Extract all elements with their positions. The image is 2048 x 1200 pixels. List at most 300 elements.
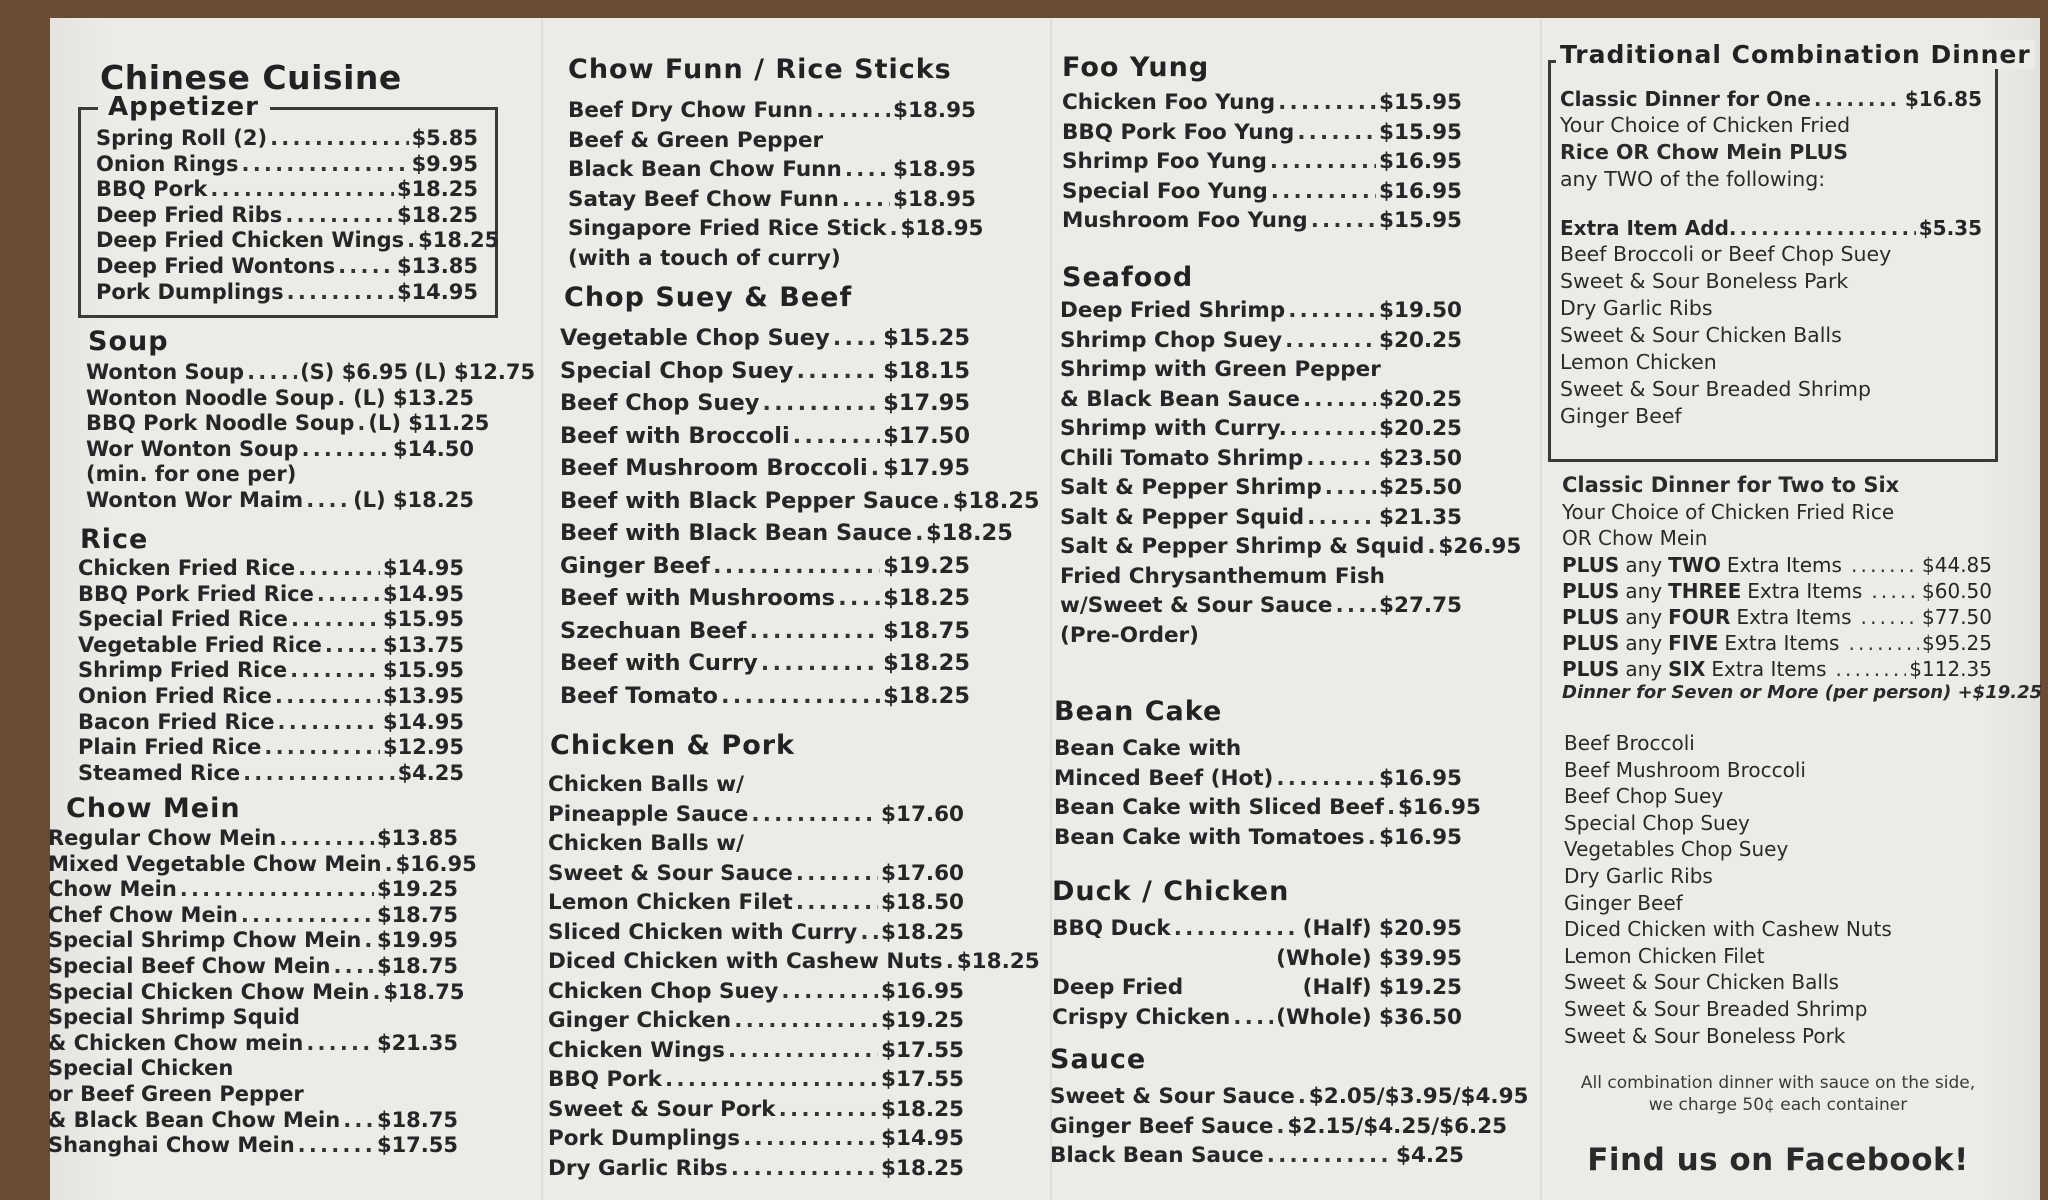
menu-item-price: $18.50: [881, 890, 964, 915]
menu-item-name: Dry Garlic Ribs: [548, 1155, 728, 1181]
menu-item-name: Pork Dumplings: [548, 1126, 741, 1151]
menu-item-row: [1060, 414, 1462, 444]
menu-item-name: Chef Chow Mein: [48, 902, 238, 927]
menu-item-price: $19.25: [883, 552, 970, 579]
any-label: any: [1625, 552, 1663, 577]
extra-item-row: Extra Item Add. ..... $5.35: [1560, 215, 1982, 241]
menu-item-price: (Whole) $36.50: [1276, 1004, 1462, 1030]
menu-item-row: [568, 185, 976, 215]
menu-item-price: (L) $18.25: [353, 487, 474, 512]
menu-item-price: (L) $11.25: [368, 411, 490, 436]
menu-item-price: $16.95: [1379, 824, 1462, 850]
menu-item-price: $16.95: [881, 978, 964, 1004]
combination-item: Sweet & Sour Breaded Shrimp: [1564, 996, 1868, 1021]
menu-item-row: [86, 411, 490, 437]
menu-item-price: $15.25: [883, 325, 970, 351]
menu-item-row: [1050, 1112, 1508, 1142]
menu-item-row: [78, 582, 464, 608]
count-label: SIX: [1668, 656, 1706, 681]
menu-item-row: [78, 658, 464, 684]
combination-item: Sweet & Sour Chicken Balls: [1564, 970, 1839, 995]
menu-item-row: [48, 928, 458, 954]
menu-item-price: $15.95: [1379, 208, 1462, 233]
menu-item-name: Satay Beef Chow Funn: [568, 186, 839, 212]
menu-item-name: Chow Mein: [48, 877, 177, 902]
menu-item-price: $18.75: [376, 1107, 458, 1132]
classic-one-desc: any TWO of the following:: [1560, 167, 1826, 191]
menu-item-row: [548, 1065, 964, 1095]
menu-item-name: (Pre-Order): [1060, 622, 1199, 648]
classic-one-row: Classic Dinner for One ..... $16.85: [1560, 86, 1982, 112]
menu-item-price: $18.25: [926, 520, 1013, 546]
menu-item-row: [96, 126, 478, 152]
menu-item-name: & Black Bean Chow Mein: [48, 1107, 341, 1132]
menu-item-name: BBQ Pork: [548, 1067, 662, 1092]
menu-item-price: $18.25: [396, 177, 478, 202]
menu-item-name: Deep Fried Ribs: [96, 202, 283, 227]
menu-item-name: Szechuan Beef: [560, 617, 747, 644]
menu-item-name: Lemon Chicken Filet: [548, 890, 793, 915]
chopsuey-heading: Chop Suey & Beef: [564, 282, 853, 313]
menu-item-name: BBQ Duck: [1052, 916, 1171, 941]
menu-item-name: Sweet & Sour Pork: [548, 1096, 776, 1122]
menu-item-name: Shrimp Foo Yung: [1062, 149, 1267, 174]
menu-item-name: Singapore Fried Rice Stick: [568, 216, 887, 241]
menu-item-name: BBQ Pork Noodle Soup: [86, 411, 355, 436]
appetizer-box-top: [270, 107, 495, 110]
menu-item-name: Shanghai Chow Mein: [48, 1133, 295, 1158]
menu-item-name: Chili Tomato Shrimp: [1060, 445, 1304, 471]
count-label: FIVE: [1668, 630, 1719, 655]
menu-item-price: $18.25: [956, 949, 1040, 974]
menu-item-price: $14.95: [382, 581, 464, 606]
menu-item-price: $2.05/$3.95/$4.95: [1308, 1084, 1529, 1109]
menu-item-row: [96, 280, 478, 306]
menu-item-name: Chicken Balls w/: [548, 772, 744, 797]
menu-item-price: $16.95: [395, 851, 477, 876]
plus-label: PLUS: [1562, 656, 1620, 681]
rice-list: [78, 556, 464, 786]
menu-item-price: $18.75: [376, 902, 458, 927]
menu-item-price: $18.95: [893, 186, 976, 212]
menu-item-price: $18.75: [883, 617, 970, 644]
menu-item-name: Sweet & Sour Sauce: [548, 860, 793, 886]
menu-item-price: $14.50: [392, 436, 474, 461]
chowmein-heading: Chow Mein: [66, 793, 241, 824]
extra-items-list: [1560, 241, 1982, 430]
menu-item-row: [1060, 444, 1462, 474]
menu-item-row: [1060, 591, 1462, 621]
menu-item-row: [548, 888, 964, 918]
menu-item-name: Chicken Balls w/: [548, 831, 744, 856]
menu-item-small-price: (S) $6.95: [300, 360, 409, 384]
count-label: FOUR: [1668, 604, 1731, 629]
menu-item-row: [548, 947, 1040, 977]
menu-item-name: & Black Bean Sauce: [1060, 386, 1300, 412]
any-label: any: [1625, 578, 1663, 603]
menu-item-price: (L) $13.25: [353, 385, 474, 410]
menu-item-price: $5.85: [411, 126, 478, 150]
menu-item-row: [78, 633, 464, 659]
menu-item-name: Minced Beef (Hot): [1054, 765, 1274, 791]
menu-item-name: Special Chicken Chow Mein: [48, 979, 370, 1004]
count-label: THREE: [1668, 578, 1742, 603]
extra-item: Dry Garlic Ribs: [1560, 296, 1713, 320]
menu-item-row: [548, 770, 964, 800]
plus-row: [1562, 578, 1992, 604]
rest-label: Extra Items: [1724, 630, 1840, 655]
fooyung-heading: Foo Yung: [1062, 52, 1210, 83]
seafood-heading: Seafood: [1062, 262, 1194, 293]
plus-row: [1562, 552, 1992, 578]
menu-item-name: Spring Roll (2): [96, 126, 268, 150]
menu-item-price: $15.95: [382, 607, 464, 632]
menu-item-row: [78, 607, 464, 633]
menu-item-price: $25.50: [1379, 475, 1462, 500]
menu-item-row: [1060, 473, 1462, 503]
soup-list: [86, 360, 536, 514]
menu-item-name: Salt & Pepper Shrimp & Squid: [1060, 534, 1425, 559]
menu-item-row: [1062, 88, 1462, 118]
menu-item-price: $14.95: [881, 1126, 964, 1151]
menu-item-row: [1060, 562, 1462, 592]
menu-item-name: Sliced Chicken with Curry: [548, 919, 858, 945]
menu-item-name: Vegetable Fried Rice: [78, 632, 322, 657]
menu-item-row: [48, 1082, 458, 1108]
menu-item-price: $18.75: [376, 953, 458, 978]
menu-item-name: Deep Fried Wontons: [96, 253, 336, 278]
menu-item-name: Wonton Noodle Soup: [86, 385, 335, 410]
menu-item-name: Beef Tomato: [560, 682, 718, 709]
menu-item-name: Shrimp Fried Rice: [78, 658, 288, 683]
menu-item-row: [1060, 503, 1462, 533]
menu-item-row: [86, 386, 474, 412]
menu-item-row: [78, 556, 464, 582]
menu-item-row: [48, 1133, 458, 1159]
combination-item: Beef Mushroom Broccoli: [1564, 757, 1806, 782]
extra-item: Lemon Chicken: [1560, 350, 1717, 374]
classic-two-title: Classic Dinner for Two to Six: [1562, 473, 1900, 497]
dinner-seven-note: Dinner for Seven or More (per person) +$19.25: [1562, 681, 2043, 703]
menu-item-name: Bean Cake with Tomatoes: [1054, 824, 1365, 850]
menu-item-row: [78, 761, 464, 787]
menu-item-price: $19.25: [376, 877, 458, 902]
plus-price: $44.85: [1922, 552, 1992, 577]
menu-item-row: [86, 360, 536, 386]
menu-item-row: [560, 420, 970, 453]
menu-item-row: [78, 684, 464, 710]
menu-item-row: [1054, 764, 1462, 794]
menu-item-row: [48, 851, 477, 878]
menu-item-name: Diced Chicken with Cashew Nuts: [548, 949, 943, 974]
menu-item-price: $17.55: [881, 1067, 964, 1092]
menu-item-row: [1052, 973, 1462, 1003]
extra-item: Ginger Beef: [1560, 404, 1682, 428]
combination-item: Dry Garlic Ribs: [1564, 863, 1713, 888]
menu-item-row: [1060, 355, 1462, 385]
menu-item-price: $19.50: [1379, 298, 1462, 323]
plus-rows: [1562, 552, 1992, 682]
menu-item-name: Vegetable Chop Suey: [560, 325, 830, 351]
menu-item-name: Deep Fried: [1052, 975, 1184, 1000]
menu-item-name: Shrimp with Curry.: [1060, 416, 1287, 441]
menu-item-price: $21.35: [376, 1030, 458, 1055]
menu-item-price: $14.95: [382, 709, 464, 734]
menu-item-row: [568, 155, 976, 185]
rice-heading: Rice: [80, 524, 149, 555]
menu-item-name: Beef with Mushrooms: [560, 585, 836, 611]
combination-item: Beef Chop Suey: [1564, 784, 1724, 809]
combination-item: Lemon Chicken Filet: [1564, 943, 1765, 968]
menu-item-name: Ginger Chicken: [548, 1008, 732, 1033]
menu-item-name: Beef Chop Suey: [560, 390, 760, 416]
menu-item-name: w/Sweet & Sour Sauce: [1060, 593, 1333, 618]
menu-item-row: [560, 647, 970, 680]
menu-item-row: [1054, 793, 1481, 823]
menu-item-name: Crispy Chicken: [1052, 1004, 1231, 1030]
menu-item-row: [86, 462, 474, 488]
menu-item-price: $18.25: [881, 919, 964, 945]
menu-title: Chinese Cuisine: [100, 58, 402, 97]
menu-item-name: Shrimp with Green Pepper: [1060, 357, 1381, 382]
classic-two-desc: OR Chow Mein: [1562, 526, 1708, 551]
sauce-heading: Sauce: [1050, 1044, 1147, 1075]
menu-item-row: [560, 452, 970, 485]
menu-item-name: Chicken Chop Suey: [548, 978, 779, 1004]
menu-item-row: [548, 1124, 964, 1154]
menu-item-price: $15.95: [1379, 90, 1462, 115]
menu-item-name: Special Beef Chow Mein: [48, 953, 331, 978]
menu-item-row: [548, 1154, 964, 1184]
menu-item-price: $13.85: [376, 826, 458, 850]
menu-item-price: $17.95: [883, 455, 970, 481]
menu-item-row: [86, 437, 474, 463]
menu-item-name: Deep Fried Shrimp: [1060, 298, 1286, 323]
appetizer-heading: Appetizer: [108, 92, 259, 122]
menu-item-name: Steamed Rice: [78, 760, 241, 785]
menu-item-name: Beef with Broccoli: [560, 422, 790, 449]
menu-item-row: [1050, 1141, 1464, 1171]
chicken-heading: Chicken & Pork: [550, 730, 796, 761]
menu-item-price: $16.95: [1379, 149, 1462, 174]
sauce-list: [1050, 1082, 1529, 1171]
menu-item-name: & Chicken Chow mein: [48, 1030, 304, 1055]
menu-item-row: [548, 1006, 964, 1036]
plus-label: PLUS: [1562, 630, 1620, 655]
menu-item-name: Ginger Beef: [560, 552, 710, 579]
menu-item-row: [1052, 914, 1462, 944]
menu-item-price: $15.95: [382, 658, 464, 683]
menu-item-price: $19.95: [376, 928, 458, 953]
plus-price: $112.35: [1909, 656, 1992, 681]
plus-row: [1562, 630, 1992, 656]
menu-item-name: Fried Chrysanthemum Fish: [1060, 563, 1385, 589]
menu-item-row: [96, 152, 478, 178]
menu-item-price: $17.55: [376, 1133, 458, 1158]
facebook-link[interactable]: Find us on Facebook!: [1587, 1142, 1969, 1178]
extra-item: Sweet & Sour Boneless Park: [1560, 269, 1849, 293]
plus-label: PLUS: [1562, 552, 1620, 577]
menu-item-name: Black Bean Chow Funn: [568, 157, 842, 182]
menu-item-name: Pineapple Sauce: [548, 801, 749, 827]
menu-item-price: $14.95: [396, 279, 478, 304]
menu-item-price: $4.25: [1395, 1143, 1464, 1168]
menu-item-price: $20.25: [1379, 327, 1462, 353]
menu-item-row: [48, 903, 458, 929]
any-label: any: [1625, 656, 1663, 681]
menu-item-price: $17.55: [881, 1037, 964, 1063]
menu-item-name: Onion Rings: [96, 151, 239, 176]
menu-item-name: Chicken Wings: [548, 1037, 725, 1063]
menu-item-price: $13.75: [382, 632, 464, 657]
menu-item-row: [568, 244, 976, 274]
menu-item-row: [78, 710, 464, 736]
menu-item-name: Mushroom Foo Yung: [1062, 208, 1308, 233]
menu-item-row: [560, 582, 970, 615]
menu-item-name: (min. for one per): [86, 462, 297, 487]
menu-item-price: $17.60: [881, 860, 964, 886]
classic-one-desc: Your Choice of Chicken Fried: [1560, 113, 1851, 137]
menu-item-name: Plain Fried Rice: [78, 735, 262, 760]
menu-item-name: BBQ Pork: [96, 177, 208, 202]
menu-item-row: [1050, 1082, 1529, 1112]
menu-item-row: [1060, 532, 1522, 562]
menu-item-name: Shrimp Chop Suey: [1060, 327, 1283, 353]
menu-item-name: Special Chop Suey: [560, 357, 794, 384]
menu-item-row: [1062, 118, 1462, 148]
duck-heading: Duck / Chicken: [1052, 876, 1290, 907]
menu-item-price: $16.95: [1397, 795, 1481, 820]
menu-item-price: $2.15/$4.25/$6.25: [1287, 1113, 1508, 1139]
combination-item: Diced Chicken with Cashew Nuts: [1564, 917, 1892, 942]
menu-item-row: [560, 387, 970, 420]
plus-price: $77.50: [1922, 604, 1992, 629]
menu-item-row: [548, 859, 964, 889]
menu-item-price: (Half) $19.25: [1302, 975, 1462, 1000]
menu-item-price: $20.25: [1379, 386, 1462, 412]
menu-item-name: Salt & Pepper Shrimp: [1060, 475, 1322, 500]
menu-item-row: [548, 829, 964, 859]
menu-item-price: $13.85: [396, 253, 478, 278]
menu-item-row: [560, 322, 970, 355]
menu-item-price: $20.25: [1379, 416, 1462, 441]
menu-item-name: Wonton Soup: [86, 360, 245, 384]
menu-item-name: or Beef Green Pepper: [48, 1081, 304, 1106]
sauce-note: All combination dinner with sauce on the side, we charge 50¢ each container: [1580, 1073, 1976, 1115]
menu-item-name: Special Foo Yung: [1062, 178, 1268, 204]
plus-label: PLUS: [1562, 604, 1620, 629]
menu-item-name: Beef with Black Pepper Sauce: [560, 487, 939, 514]
menu-item-row: [548, 800, 964, 830]
menu-item-price: $18.25: [396, 202, 478, 227]
classic-two-desc: Your Choice of Chicken Fried Rice: [1562, 499, 1895, 524]
menu-item-name: Deep Fried Chicken Wings: [96, 228, 405, 253]
plus-row: [1562, 656, 1992, 682]
any-label: any: [1625, 630, 1663, 655]
menu-item-row: [548, 977, 964, 1007]
menu-item-row: [1054, 823, 1462, 853]
soup-heading: Soup: [88, 326, 169, 357]
menu-item-row: [1062, 177, 1462, 207]
menu-item-row: [1060, 296, 1462, 326]
menu-item-name: Beef with Curry: [560, 650, 758, 676]
menu-item-row: [560, 615, 970, 648]
menu-item-name: Special Shrimp Squid: [48, 1005, 300, 1030]
menu-item-row: [96, 254, 478, 280]
menu-item-row: [1052, 944, 1462, 974]
chicken-list: [548, 770, 1040, 1183]
appetizer-box-top: [78, 107, 98, 110]
combination-item: Ginger Beef: [1564, 890, 1683, 915]
menu-item-row: [560, 485, 1040, 518]
menu-item-price: $18.25: [883, 682, 970, 709]
seafood-list: [1060, 296, 1522, 650]
menu-item-row: [48, 1056, 458, 1082]
menu-item-row: [548, 918, 964, 948]
menu-item-name: Bean Cake with Sliced Beef: [1054, 795, 1384, 820]
menu-item-row: [48, 877, 458, 903]
menu-item-name: Chicken Fried Rice: [78, 556, 296, 580]
menu-item-name: Beef Mushroom Broccoli: [560, 455, 868, 481]
menu-item-name: Wonton Wor Maim: [86, 487, 304, 512]
duck-list: [1052, 914, 1462, 1032]
menu-item-price: $18.25: [881, 1096, 964, 1122]
menu-item-price: $14.95: [382, 556, 464, 580]
menu-item-name: Salt & Pepper Squid: [1060, 504, 1305, 530]
plus-label: PLUS: [1562, 578, 1620, 603]
menu-item-price: $15.95: [1379, 119, 1462, 145]
combination-heading: Traditional Combination Dinner: [1556, 40, 2035, 69]
menu-item-row: [1052, 1003, 1462, 1033]
menu-item-name: BBQ Pork Fried Rice: [78, 581, 314, 606]
menu-item-price: $26.95: [1438, 534, 1522, 559]
extra-item: Sweet & Sour Breaded Shrimp: [1560, 377, 1872, 401]
menu-item-row: [560, 355, 970, 388]
menu-item-name: Chicken Foo Yung: [1062, 90, 1276, 115]
menu-item-price: $18.15: [883, 357, 970, 384]
extra-item: Beef Broccoli or Beef Chop Suey: [1560, 242, 1892, 266]
menu-item-price: (L) $12.75: [414, 360, 536, 384]
menu-item-price: $18.95: [900, 216, 984, 241]
menu-item-row: [96, 203, 478, 229]
plus-price: $60.50: [1922, 578, 1992, 603]
menu-item-price: (Whole) $39.95: [1276, 945, 1462, 971]
classic-two-block: [1562, 472, 2043, 703]
menu-item-price: $27.75: [1379, 593, 1462, 618]
fold-line: [541, 18, 543, 1200]
menu-item-price: $9.95: [411, 151, 478, 176]
menu-item-price: $18.25: [952, 487, 1040, 514]
menu-item-row: [560, 680, 970, 713]
menu-item-row: [48, 1005, 458, 1031]
menu-item-name: Special Shrimp Chow Mein: [48, 928, 362, 953]
menu-item-row: [96, 177, 478, 203]
menu-item-price: $17.50: [883, 422, 970, 449]
combination-item: Vegetables Chop Suey: [1564, 837, 1789, 862]
menu-item-row: [48, 954, 458, 980]
menu-item-name: Black Bean Sauce: [1050, 1143, 1264, 1168]
menu-item-price: $18.25: [883, 585, 970, 611]
chowfunn-list: [568, 96, 984, 273]
menu-item-name: Sweet & Sour Sauce: [1050, 1084, 1295, 1109]
plus-row: [1562, 604, 1992, 630]
chowmein-list: [48, 826, 477, 1159]
menu-item-row: [1062, 206, 1462, 236]
menu-item-name: Regular Chow Mein: [48, 826, 277, 850]
menu-item-name: Mixed Vegetable Chow Mein: [48, 851, 382, 876]
menu-item-price: $17.95: [883, 390, 970, 416]
menu-item-price: $18.75: [383, 979, 465, 1004]
